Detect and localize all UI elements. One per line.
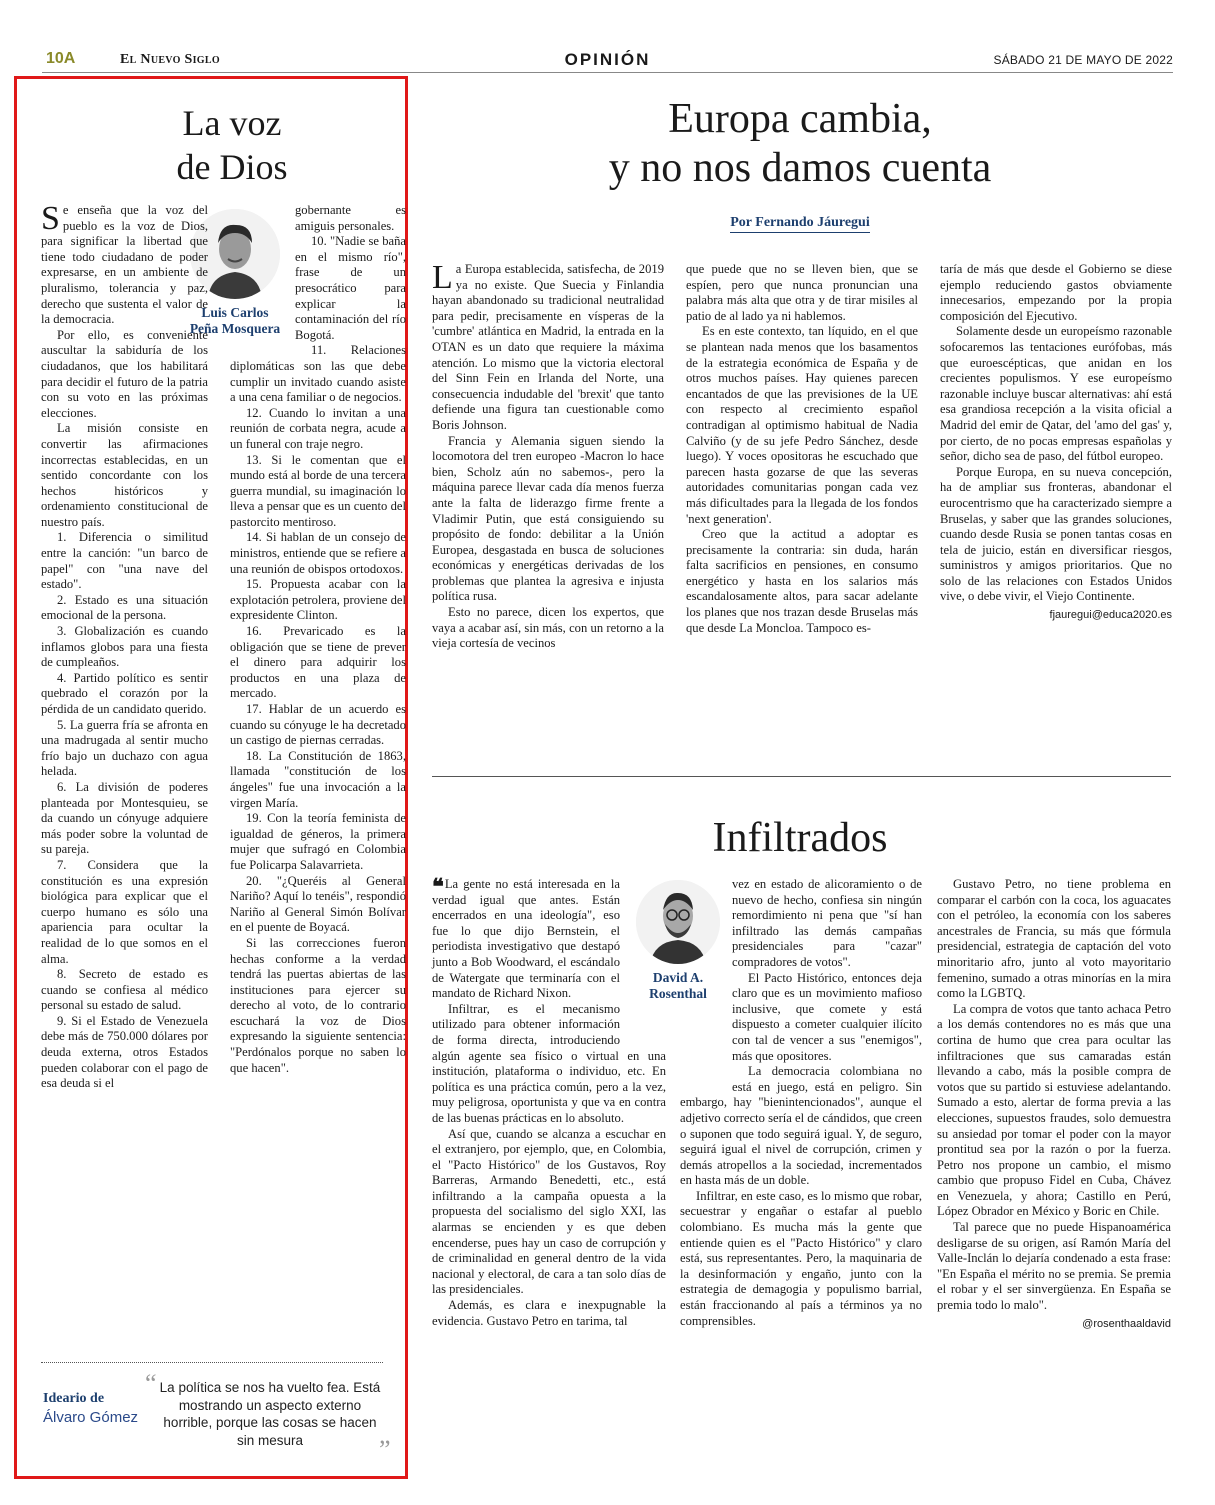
- divider: [432, 776, 1171, 777]
- section-title: OPINIÓN: [564, 50, 651, 69]
- author-handle: @rosenthaaldavid: [1082, 1317, 1171, 1330]
- paragraph: Es en este contexto, tan líquido, en el que se plantean nada menos que los basamentos de la estrategia económica de España y de otros muchos países. Hay quienes parecen encantados de que las previsiones de la UE con respecto al crecimiento español contradigan al optimismo habitual de Nadia Calviño (y de su jefe Pedro Sánchez, desde luego). Y voces opositoras he escuchado que parecen hasta gozarse de que las severas autoridades comunitarias pongan cada vez más dificultades para la llegada de los fondos 'next generation'.: [686, 324, 918, 526]
- paragraph: La misión consiste en convertir las afirmaciones incorrectas establecidas, en un sentido concordante con los hechos históricos y ordenamiento constitucional de nuestro país.: [41, 421, 208, 529]
- paragraph: taría de más que desde el Gobierno se diese ejemplo reduciendo gastos obviamente innecesarios, empezando por la propia composición del Ejecutivo.: [940, 262, 1172, 323]
- paragraph: Infiltrar, en este caso, es lo mismo que robar, secuestrar y engañar o estafar al pueblo colombiano. Es mucha más la gente que entiende quien es el "Pacto Histórico" y claro está, sus representantes. Pero, la maquinaria de la desinformación y engaño, junto con la estrategia de demagogia y populismo barrial, están fraccionando al país a términos ya no comprensibles.: [680, 1188, 922, 1328]
- infiltrados-column-1: [432, 874, 666, 1329]
- paragraph: 18. La Constitución de 1863, llamada "constitución de los ángeles" fue una invocación a la virgen María.: [230, 748, 406, 810]
- author-name-line: Luis Carlos: [201, 305, 269, 320]
- paragraph: La democracia colombiana no está en juego, está en peligro. Sin embargo, hay "bienintencionados", aunque el adjetivo correcto sería el de cándidos, que creen o suponen que todo seguirá igual. Y, de seguro, seguirá igual el nivel de corrupción, crimen y demás atropellos a la sociedad, incrementados en hasta más de un doble.: [680, 1064, 922, 1188]
- ideario-quote: La política se nos ha vuelto fea. Está mostrando un aspecto externo horrible, porque las cosas se hacen sin mesura: [159, 1380, 381, 1448]
- divider: [41, 1362, 383, 1363]
- byline: [430, 213, 1170, 231]
- paragraph: 1. Diferencia o similitud entre la canción: "un barco de papel" con "una nave del estado".: [41, 530, 208, 592]
- author-name-line: Rosenthal: [649, 986, 707, 1001]
- paragraph: 11. Relaciones diplomáticas son las que debe cumplir un invitado cuando asiste a una cena familiar o de negocios.: [230, 343, 406, 405]
- infiltrados-article-title: Infiltrados: [712, 815, 888, 861]
- masthead: [42, 50, 1173, 73]
- drop-cap: S: [41, 200, 60, 237]
- close-quote-icon: ”: [379, 1435, 391, 1464]
- paragraph: 5. La guerra fría se afronta en una madrugada al sentir mucho frío bajo un duchazo con agua helada.: [41, 717, 208, 779]
- paragraph: 19. Con la teoría feminista de igualdad de géneros, la primera mujer que sufragó en Colombia fue Policarpa Salavarrieta.: [230, 811, 406, 872]
- ideario-label-line: Ideario de: [43, 1391, 105, 1406]
- title-line: y no nos damos cuenta: [608, 145, 992, 191]
- paragraph: [432, 259, 664, 434]
- paragraph: 20. "¿Queréis al General Nariño? Aquí lo tenéis", respondió Nariño al General Simón Bolívar en el puente de Boyacá.: [230, 873, 406, 935]
- europa-column-1: [432, 259, 664, 652]
- paragraph: 8. Secreto de estado es cuando se confiesa al médico personal su estado de salud.: [41, 967, 208, 1013]
- paragraph: Además, es clara e inexpugnable la evidencia. Gustavo Petro en tarima, tal: [432, 1298, 666, 1328]
- paragraph: 10. "Nadie se baña en el mismo río", frase de un presocrático para explicar la contaminación del río Bogotá.: [295, 234, 406, 342]
- paragraph: 7. Considera que la constitución es una expresión biológica para explicar que el cuerpo humano es sólo una apariencia para ocultar la realidad de lo que somos en el alma.: [41, 857, 208, 966]
- paragraph: [41, 200, 208, 328]
- paragraph: 13. Si le comentan que el mundo está al borde de una tercera guerra mundial, su imaginación lo lleva a pensar que es un cuento del pastorcito mentiroso.: [230, 452, 406, 529]
- paragraph: que puede que no se lleven bien, que se espíen, pero que nunca pronuncian una palabra más alta que otra y de tirar misiles al patio de al lado ya ni hablemos.: [686, 262, 918, 323]
- europa-article-title: [430, 95, 1170, 193]
- infiltrados-column-3: [937, 877, 1171, 1332]
- open-quote-icon: “: [145, 1369, 157, 1398]
- paragraph: Porque Europa, en su nueva concepción, ha de ampliar sus fronteras, abandonar el eurocentrismo que ha caracterizado siempre a Bruselas, y saber que las grandes soluciones, cuando desde Rusia se ponen tantas cosas en tela de juicio, están en diversificar riesgos, suministros y amigos prioritarios. Que no solo de las relaciones con Estados Unidos vive, o debe vivir, el Viejo Continente.: [940, 464, 1172, 604]
- left-article-column-1: [41, 200, 208, 1092]
- paragraph: Francia y Alemania siguen siendo la locomotora del tren europeo -Macron lo hace bien, Scholz aún no sabemos-, pero la máquina parece llevar cada día menos fuerza ante la falta de liderazgo firme frente a Vladimir Putin, que está consiguiendo su propósito de fondo: debilitar a la Unión Europea, desgastada en busca de soluciones económicas y energéticas derivadas de los problemas que plantea la agresiva e injusta política rusa.: [432, 433, 664, 604]
- newspaper-name: El Nuevo Siglo: [120, 52, 220, 67]
- paragraph: Creo que la actitud a adoptar es precisamente la contraria: sin duda, harán falta sacrificios en pensiones, en consumo energético y hasta en los salarios más escandalosamente altos, para sacar adelante los planes que nos trazan desde Bruselas más que desde La Moncloa. Tampoco es-: [686, 527, 918, 635]
- paragraph: 14. Si hablan de un consejo de ministros, entiende que se refiere a una reunión de obispos ortodoxos.: [230, 530, 406, 576]
- title-line: Europa cambia,: [668, 96, 932, 142]
- left-article-column-2: [230, 203, 406, 1076]
- paragraph-text: e enseña que la voz del pueblo es la voz de Dios, para significar la libertad que tiene todo ciudadano de poder expresarse, en un ambiente de pluralismo, tolerancia y paz, derecho que sustenta el valor de la democracia.: [41, 203, 208, 327]
- paragraph: La compra de votos que tanto achaca Petro a los demás contendores no es más que una cortina de humo que crea para ocultar las infiltraciones que sus camaradas están llevando a cabo, más la posible compra de votos que su partido si estuviese adelantando. Sumado a esto, alertar de forma previa a las elecciones, supuestos fraudes, solo demuestra su ansiedad por tomar el poder con la mayor prontitud sea por la razón o por la fuerza. Petro nos propone un cambio, el mismo cambio que propuso Fidel en Cuba, Chávez en Venezuela, y ahora; Castillo en Perú, López Obrador en México y Boric en Chile.: [937, 1001, 1171, 1219]
- europa-column-3: [940, 262, 1172, 624]
- europa-column-2: [686, 262, 918, 636]
- ideario-author: Álvaro Gómez: [43, 1409, 139, 1426]
- title-line: La voz: [182, 103, 282, 143]
- issue-date: SÁBADO 21 DE MAYO DE 2022: [993, 53, 1173, 67]
- paragraph-text: La gente no está interesada en la verdad igual que antes. Están encerrados en una ideología", eso fue lo que dijo Bernstein, el periodista investigativo que destapó junto a Bob Woodward, el escándalo de Watergate que terminaría con el mandato de Richard Nixon.: [432, 877, 620, 1001]
- paragraph: Solamente desde un europeísmo razonable sofocaremos las tentaciones eurófobas, más que euroescépticas, que anidan en los crecientes populismos. Y ese europeísmo razonable incluye buscar alternativas: ahí está esa grandiosa recepción a la visita oficial a Madrid del emir de Qatar, del 'amo del gas' y, por cierto, de no pocas empresas españolas y señor, dicho sea de paso, del fútbol europeo.: [940, 324, 1172, 464]
- title-line: de Dios: [176, 147, 288, 187]
- author-email: fjauregui@educa2020.es: [1049, 609, 1172, 622]
- paragraph: 6. La división de poderes planteada por Montesquieu, se da cuando un cónyuge adquiere más poder sobre la voluntad de su pareja.: [41, 779, 208, 857]
- paragraph: 2. Estado es una situación emocional de la persona.: [41, 592, 208, 623]
- open-quote-icon: ❝: [432, 874, 444, 899]
- paragraph: El Pacto Histórico, entonces deja claro que es un movimiento mafioso inclusive, que comete y está dispuesto a cometer cualquier ilícito con tal de vencer a sus "enemigos", más que opositores.: [732, 970, 922, 1063]
- paragraph: 3. Globalización es cuando inflamos globos para una fiesta de cumpleaños.: [41, 624, 208, 670]
- paragraph-text: a Europa establecida, satisfecha, de 2019 ya no existe. Que Suecia y Finlandia hayan abandonado su tradicional neutralidad para pedir, precisamente en vísperas de la 'cumbre' atlántica en Madrid, la entrada en la OTAN es un dato que requiere la máxima atención. Lo mismo que la victoria electoral del Sinn Fein en Irlanda del Norte, una consecuencia indudable del 'brexit' que tanto defiende una figura tan cuestionable como Boris Johnson.: [432, 262, 664, 432]
- paragraph: 15. Propuesta acabar con la explotación petrolera, proviene del expresidente Clinton.: [230, 577, 406, 623]
- left-article-title: [77, 101, 387, 189]
- drop-cap: L: [432, 259, 453, 296]
- paragraph: Esto no parece, dicen los expertos, que vaya a acabar así, sin más, con un retorno a la vieja cortesía de vecinos: [432, 605, 664, 651]
- paragraph: 12. Cuando lo invitan a una reunión de corbata negra, acude a un funeral con traje negro.: [230, 405, 406, 451]
- paragraph: Gustavo Petro, no tiene problema en comparar el carbón con la coca, los aguacates con el petróleo, la economía con los saberes ancestrales de Francia, su más que fórmula presidencial, estrategia de captación del voto minoritario afro, junto al voto mayoritario femenino, sumado a otras minorías en la mira como la LGBTQ.: [937, 877, 1171, 1001]
- paragraph: 17. Hablar de un acuerdo es cuando su cónyuge le ha decretado un castigo de piernas cerradas.: [230, 702, 406, 748]
- paragraph: Infiltrar, es el mecanismo utilizado para obtener información de forma directa, introduciendo algún agente sea físico o virtual en una institución, plataforma o individuo, etc. En política es una práctica común, pero a la vez, muy peligrosa, oportunista y que va en contra de las buenas prácticas en lo absoluto.: [432, 1001, 666, 1125]
- paragraph: 16. Prevaricado es la obligación que se tiene de prever el dinero para adquirir los productos en una plaza de mercado.: [230, 624, 406, 701]
- highlighted-article-box: [14, 76, 408, 1479]
- paragraph: 4. Partido político es sentir quebrado el corazón por la pérdida de un candidato querido.: [41, 670, 208, 716]
- paragraph: Si las correcciones fueron hechas conforme a la verdad tendrá las puertas abiertas de las instituciones para ejercer su derecho al voto, de lo contrario escuchará la voz de Dios expresando la siguiente sentencia: "Perdónalos porque no saben lo que hacen".: [230, 935, 406, 1075]
- paragraph: Así que, cuando se alcanza a escuchar en el extranjero, por ejemplo, que, en Colombia, el "Pacto Histórico" de los Gustavos, Roy Barreras, Armando Benedetti, etc., está infiltrando a la campaña opuesta a la propuesta del socialismo del siglo XXI, las alarmas se encienden y es que deben encenderse, pues hay un caso de corrupción y de criminalidad en general dentro de la vida nacional y electoral, de cara a tan solo días de las presidenciales.: [432, 1126, 666, 1297]
- paragraph: gobernante es amiguis personales.: [295, 203, 406, 233]
- author-name-line: Peña Mosquera: [189, 321, 281, 336]
- paragraph: 9. Si el Estado de Venezuela debe más de 750.000 dólares por deuda externa, otros Estados pueden colaborar con el pago de esa deuda si el: [41, 1013, 208, 1091]
- paragraph: Tal parece que no puede Hispanoamérica desligarse de su origen, así Ramón María del Valle-Inclán lo dejaría condenado a esta frase: "En España el mérito no se premia. Se premia el robar y el ser sinvergüenza. En España se premia todo lo malo".: [937, 1220, 1171, 1313]
- paragraph: vez en estado de alicoramiento o de nuevo de hecho, confiesa sin ningún remordimiento ni pena que "sí han infiltrado las demás campañas presidenciales para "cazar" compradores de votos".: [732, 877, 922, 969]
- infiltrados-column-2: [680, 877, 922, 1329]
- author-name-line: David A.: [652, 970, 704, 985]
- page-number: 10A: [46, 50, 76, 67]
- paragraph: Por ello, es conveniente auscultar la sabiduría de los ciudadanos, que los habilitará para decidir el futuro de la patria con su voto en las próximas elecciones.: [41, 327, 208, 420]
- byline-text: Por Fernando Jáuregui: [730, 215, 870, 233]
